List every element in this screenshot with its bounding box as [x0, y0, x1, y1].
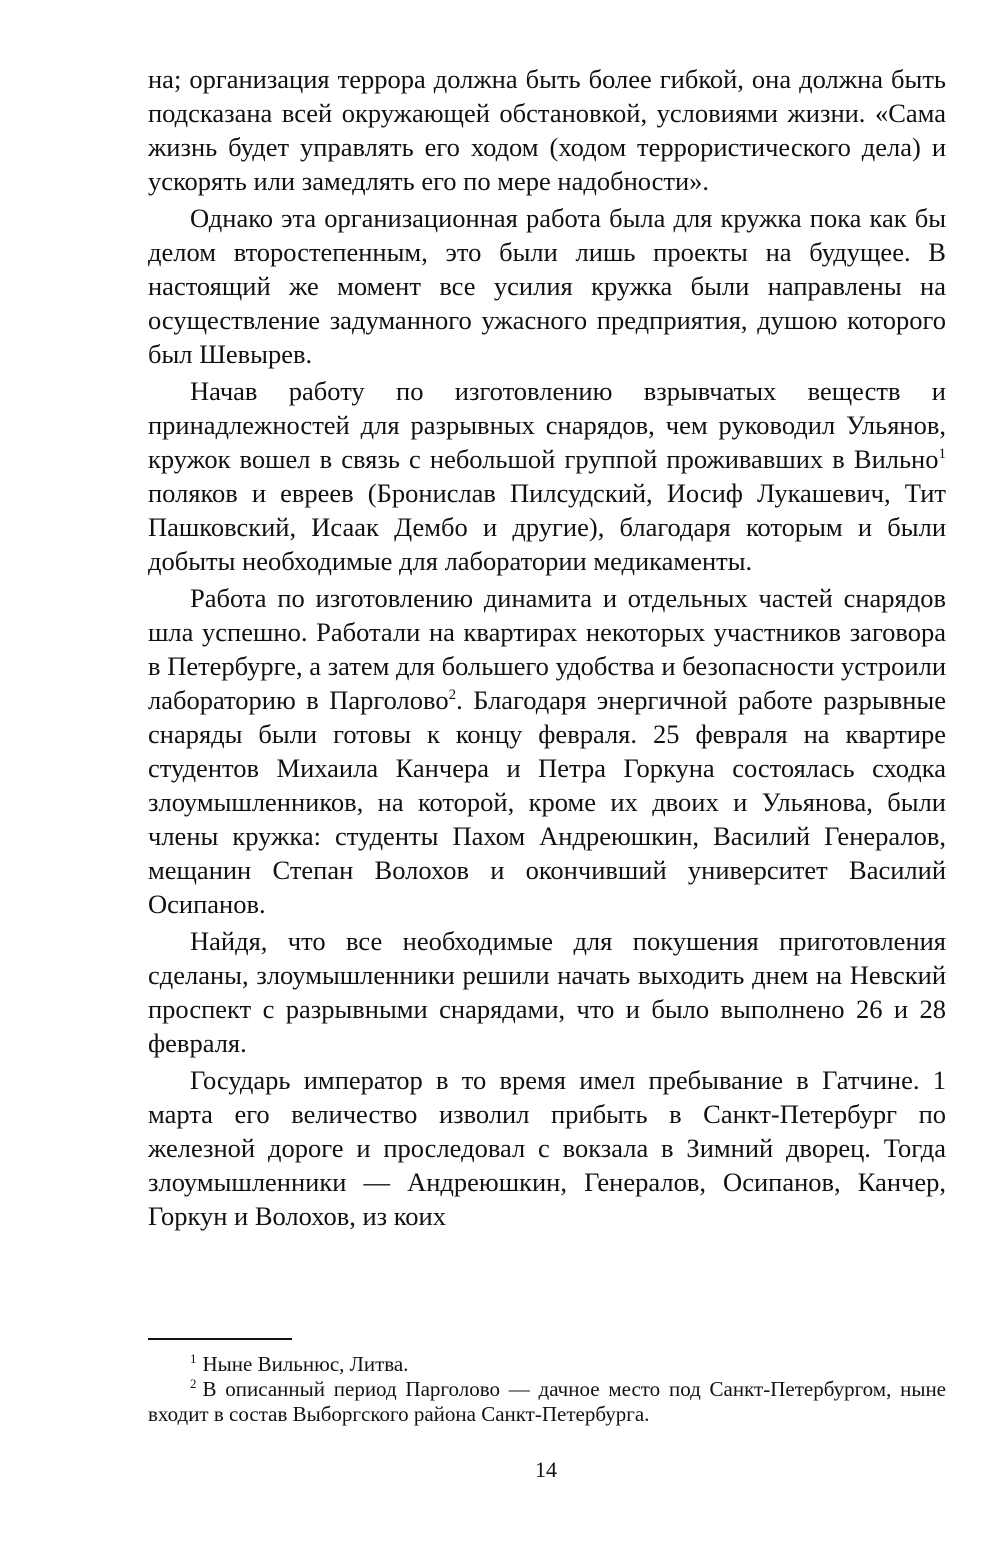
main-text	[148, 62, 946, 1233]
footnotes	[148, 1352, 946, 1427]
footnote-ref: 2	[448, 687, 457, 704]
paragraph	[148, 924, 946, 1060]
footnote-divider	[148, 1338, 292, 1340]
paragraph-text: Государь император в то время имел пребывание в Гатчине. 1 марта его величество изволил прибыть в Санкт-Петербург по железной дороге и проследовал с вокзала в Зимний дворец. Тогда злоумышленники — Андреюшкин, Генералов, Осипанов, Канчер, Горкун и Волохов, из коих	[148, 1065, 946, 1231]
paragraph-text: поляков и евреев (Бронислав Пилсудский, Иосиф Лукашевич, Тит Пашковский, Исаак Дембо и другие), благодаря которым и были добыты необходимые для лаборатории медикаменты.	[148, 478, 946, 576]
paragraph	[148, 581, 946, 921]
paragraph	[148, 62, 946, 198]
paragraph	[148, 1063, 946, 1233]
footnote-ref: 1	[938, 446, 946, 463]
paragraph-text: . Благодаря энергичной работе разрывные снаряды были готовы к концу февраля. 25 февраля на квартире студентов Михаила Канчера и Петра Горкуна состоялась сходка злоумышленников, на которой, кроме их двоих и Ульянова, были члены кружка: студенты Пахом Андреюшкин, Василий Генералов, мещанин Степан Волохов и окончивший университет Василий Осипанов.	[148, 685, 946, 919]
footnote-marker: 2	[190, 1376, 197, 1391]
paragraph	[148, 374, 946, 578]
footnote-text: Ныне Вильнюс, Литва.	[202, 1352, 409, 1376]
paragraph-text: на; организация террора должна быть более гибкой, она должна быть подсказана всей окружающей обстановкой, условиями жизни. «Сама жизнь будет управлять его ходом (ходом террористического дела) и ускорять или замедлять его по мере надобности».	[148, 64, 946, 196]
paragraph-text: Найдя, что все необходимые для покушения приготовления сделаны, злоумышленники решили начать выходить днем на Невский проспект с разрывными снарядами, что и было выполнено 26 и 28 февраля.	[148, 926, 946, 1058]
paragraph-text: Начав работу по изготовлению взрывчатых веществ и принадлежностей для разрывных снарядов, чем руководил Ульянов, кружок вошел в связь с небольшой группой проживавших в Вильно	[148, 376, 946, 474]
paragraph	[148, 201, 946, 371]
footnote	[148, 1377, 946, 1427]
footnote-text: В описанный период Парголово — дачное место под Санкт-Петербургом, ныне входит в состав Выборгского района Санкт-Петербурга.	[148, 1377, 946, 1426]
page-number: 14	[535, 1457, 557, 1482]
footnote	[148, 1352, 946, 1377]
paragraph-text: Однако эта организационная работа была для кружка пока как бы делом второстепенным, это были лишь проекты на будущее. В настоящий же момент все усилия кружка были направлены на осуществление задуманного ужасного предприятия, душою которого был Шевырев.	[148, 203, 946, 369]
footnote-marker: 1	[190, 1351, 197, 1366]
paragraph-text: Работа по изготовлению динамита и отдельных частей снарядов шла успешно. Работали на квартирах некоторых участников заговора в Петербурге, а затем для большего удобства и безопасности устроили лабораторию в Парголово	[148, 583, 946, 715]
